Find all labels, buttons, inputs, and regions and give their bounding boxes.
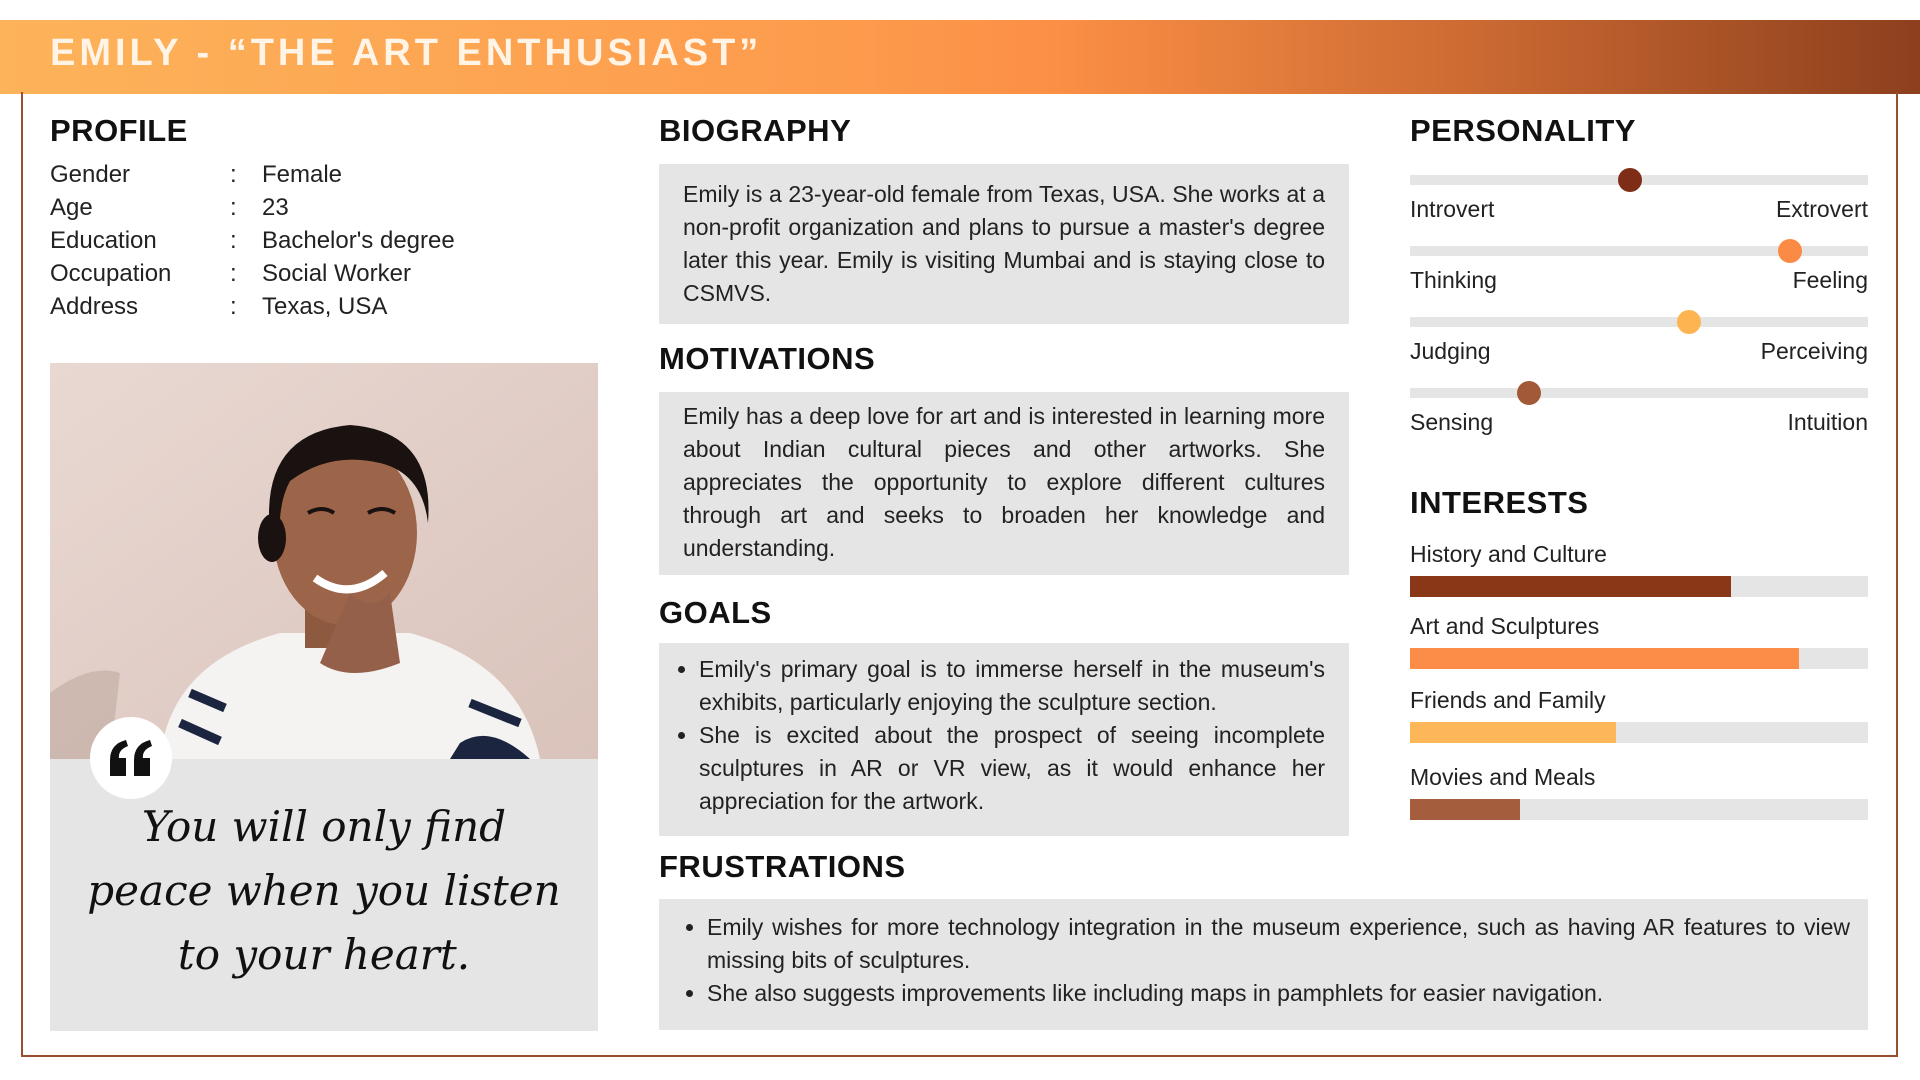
quote-badge [90, 717, 172, 799]
interest-label: Movies and Meals [1410, 764, 1596, 790]
trait-left-label: Introvert [1410, 196, 1495, 222]
profile-table [50, 158, 455, 323]
interest-bar-fill [1410, 722, 1616, 743]
profile-value: 23 [262, 194, 289, 221]
frustration-item: • She also suggests improvements like including maps in pamphlets for easier navigation. [707, 977, 1850, 1010]
profile-heading: PROFILE [50, 113, 188, 148]
quote-icon [106, 738, 156, 778]
profile-value: Social Worker [262, 260, 411, 287]
trait-left-label: Sensing [1410, 409, 1494, 435]
quote-line: peace when you listen [87, 866, 561, 915]
motivations-text: Emily has a deep love for art and is interested in learning more about Indian cultural pieces and other artworks. She appreciates the opportunity to explore different cultures through art and seeks to broaden her knowledge and understanding. [683, 403, 1325, 561]
persona-quote [50, 795, 598, 987]
personality-marker [1618, 168, 1642, 192]
trait-right-label: Feeling [1792, 267, 1868, 293]
personality-marker [1778, 239, 1802, 263]
profile-key: Age [50, 194, 93, 221]
goal-item: • Emily's primary goal is to immerse herself in the museum's exhibits, particularly enjoying the sculpture section. [699, 653, 1325, 719]
frustrations-list [685, 911, 1850, 1010]
personality-track-judging-perceiving [1410, 317, 1868, 327]
profile-row-age [50, 191, 455, 224]
goals-panel [659, 643, 1349, 836]
quote-line: to your heart. [177, 930, 471, 979]
personality-marker [1517, 381, 1541, 405]
persona-portrait [50, 363, 598, 759]
persona-title: EMILY - “THE ART ENTHUSIAST” [50, 32, 763, 74]
personality-track-sensing-intuition [1410, 388, 1868, 398]
profile-row-gender [50, 158, 455, 191]
trait-right-label: Perceiving [1760, 338, 1868, 364]
interest-bar-history-culture [1410, 576, 1868, 597]
goals-heading: GOALS [659, 595, 772, 630]
trait-left-label: Judging [1410, 338, 1491, 364]
interests-heading: INTERESTS [1410, 485, 1589, 520]
profile-sep: : [230, 260, 237, 287]
profile-row-occupation [50, 257, 455, 290]
profile-row-address [50, 290, 455, 323]
personality-track-introvert-extrovert [1410, 175, 1868, 185]
frustration-item: • Emily wishes for more technology integration in the museum experience, such as having AR features to view missing bits of sculptures. [707, 911, 1850, 977]
interest-label: Art and Sculptures [1410, 613, 1600, 639]
interest-label: Friends and Family [1410, 687, 1606, 713]
profile-sep: : [230, 293, 237, 320]
persona-photo [50, 363, 598, 759]
interest-bar-movies-meals [1410, 799, 1868, 820]
frustrations-heading: FRUSTRATIONS [659, 849, 906, 884]
profile-sep: : [230, 227, 237, 254]
profile-value: Female [262, 161, 343, 188]
interest-bar-fill [1410, 576, 1731, 597]
interest-bar-fill [1410, 799, 1520, 820]
profile-value: Bachelor's degree [262, 227, 455, 254]
interest-bar-art-sculptures [1410, 648, 1868, 669]
motivations-panel [659, 392, 1349, 575]
trait-left-label: Thinking [1410, 267, 1497, 293]
interest-bar-friends-family [1410, 722, 1868, 743]
interest-bar-fill [1410, 648, 1799, 669]
header-banner [0, 20, 1920, 94]
profile-row-education [50, 224, 455, 257]
profile-key: Address [50, 293, 139, 320]
biography-panel [659, 164, 1349, 324]
profile-key: Gender [50, 161, 131, 188]
trait-right-label: Extrovert [1775, 196, 1868, 222]
profile-sep: : [230, 194, 237, 221]
frustrations-panel [659, 899, 1868, 1030]
biography-text: Emily is a 23-year-old female from Texas, USA. She works at a non-profit organization and plans to pursue a master's degree later this year. Emily is visiting Mumbai and is staying close to CSMVS. [683, 181, 1325, 306]
profile-key: Education [50, 227, 157, 254]
personality-heading: PERSONALITY [1410, 113, 1636, 148]
quote-line: You will only find [141, 802, 507, 851]
motivations-heading: MOTIVATIONS [659, 341, 876, 376]
profile-key: Occupation [50, 260, 172, 287]
goal-item: • She is excited about the prospect of seeing incomplete sculptures in AR or VR view, as it would enhance her appreciation for the artwork. [699, 719, 1325, 818]
interest-label: History and Culture [1410, 541, 1607, 567]
profile-value: Texas, USA [262, 293, 388, 320]
personality-track-thinking-feeling [1410, 246, 1868, 256]
trait-right-label: Intuition [1787, 409, 1868, 435]
profile-sep: : [230, 161, 237, 188]
biography-heading: BIOGRAPHY [659, 113, 852, 148]
goals-list [677, 653, 1325, 818]
